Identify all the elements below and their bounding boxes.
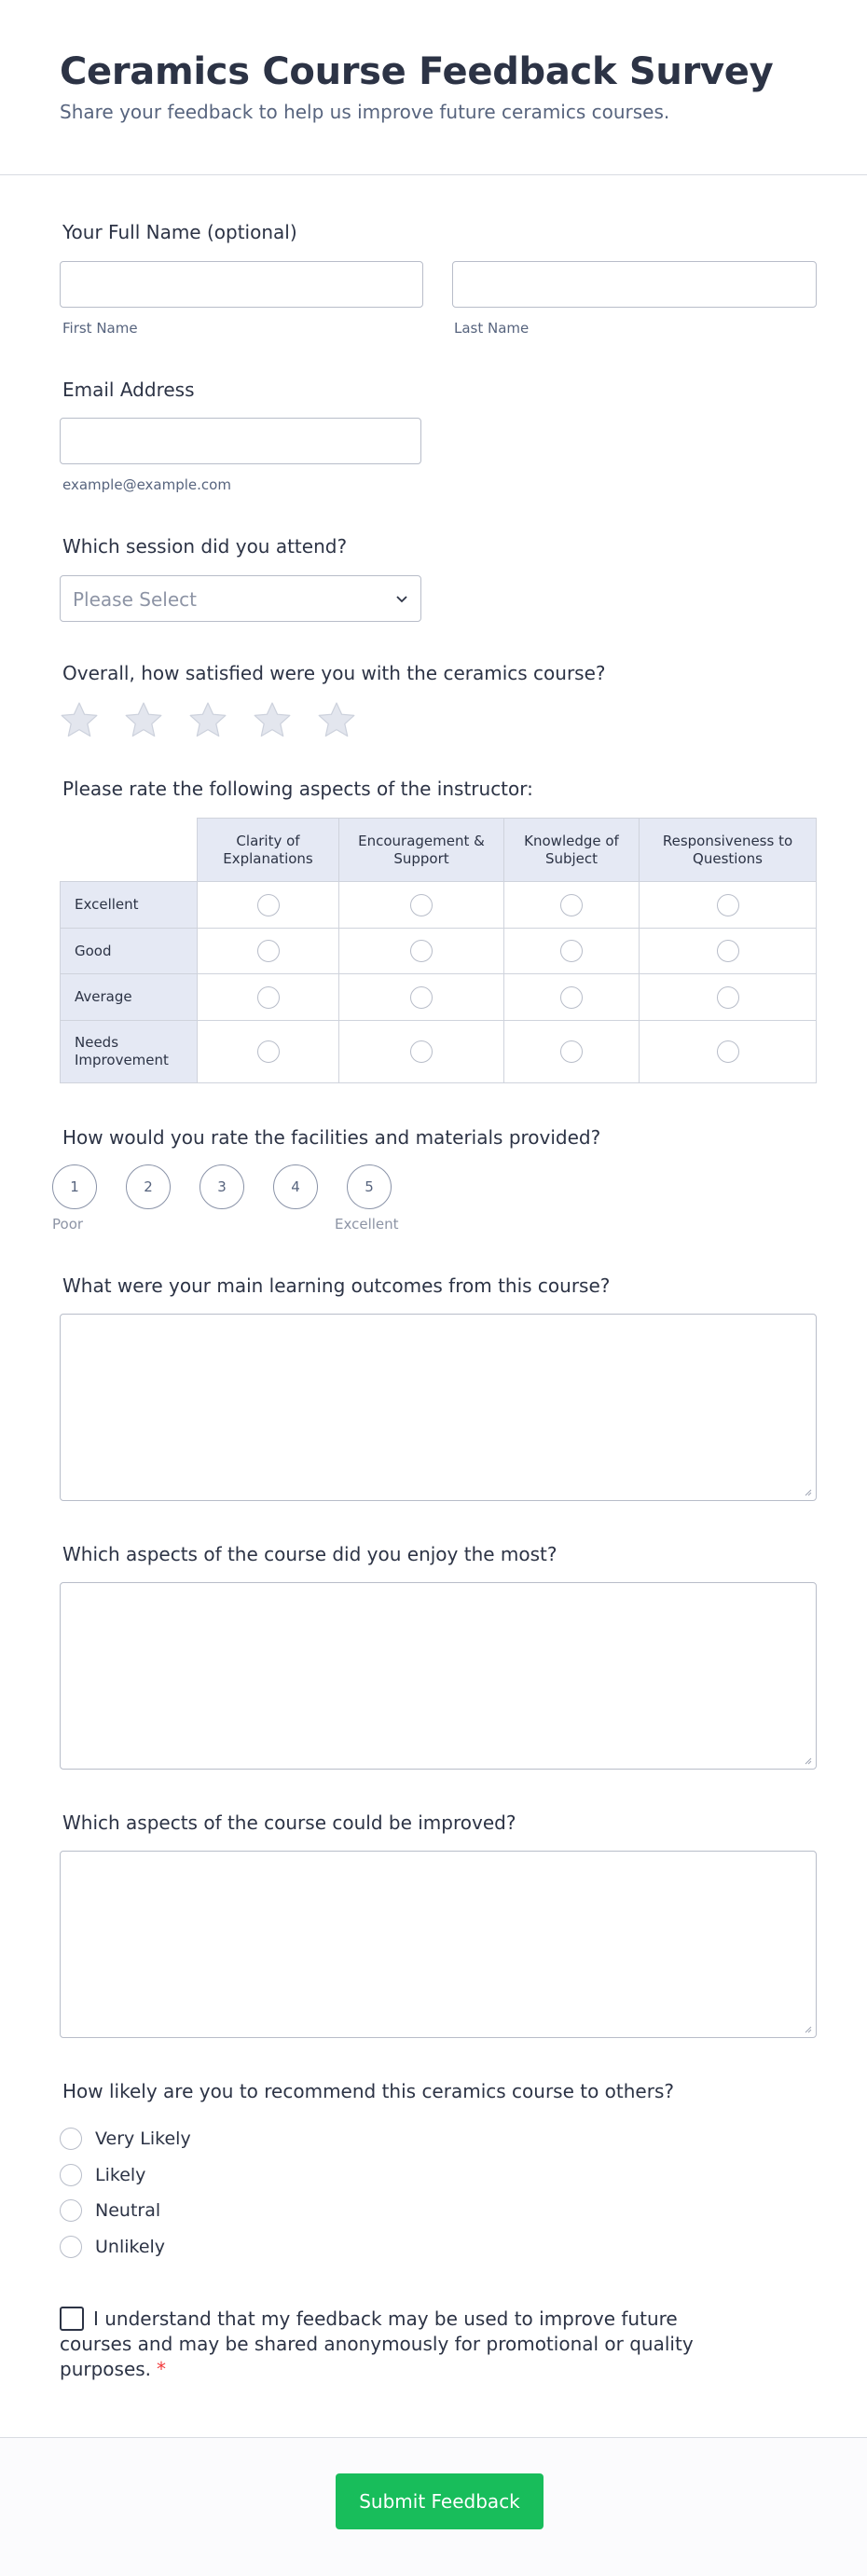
matrix-column-header: Responsiveness to Questions <box>640 819 817 882</box>
matrix-radio[interactable] <box>717 1040 739 1063</box>
outcomes-question-label: What were your main learning outcomes from this course? <box>62 1274 611 1297</box>
star-icon[interactable] <box>317 701 356 738</box>
name-question-label: Your Full Name (optional) <box>62 221 297 243</box>
radio-button[interactable] <box>60 2199 82 2222</box>
matrix-radio[interactable] <box>560 940 583 962</box>
enjoyed-textarea[interactable] <box>60 1582 817 1770</box>
consent-text: I understand that my feedback may be used to improve future courses and may be shared anonymously for promotional or quality purposes. <box>60 2307 694 2380</box>
radio-button[interactable] <box>60 2128 82 2150</box>
email-sublabel: example@example.com <box>62 476 231 493</box>
instructor-question-label: Please rate the following aspects of the instructor: <box>62 778 533 800</box>
page-title: Ceramics Course Feedback Survey <box>60 50 774 93</box>
matrix-radio[interactable] <box>410 986 433 1009</box>
scale-option-2[interactable]: 2 <box>126 1164 171 1209</box>
first-name-input[interactable] <box>60 261 423 308</box>
star-rating <box>60 701 381 738</box>
recommend-option[interactable] <box>60 2157 191 2193</box>
last-name-input[interactable] <box>452 261 817 308</box>
last-name-sublabel: Last Name <box>454 320 530 337</box>
scale-option-1[interactable]: 1 <box>52 1164 97 1209</box>
facilities-scale <box>52 1164 420 1209</box>
resize-grip-icon[interactable] <box>803 2024 812 2033</box>
session-question-label: Which session did you attend? <box>62 535 348 558</box>
outcomes-textarea[interactable] <box>60 1314 817 1501</box>
scale-option-5[interactable]: 5 <box>347 1164 392 1209</box>
enjoyed-question-label: Which aspects of the course did you enjoy the most? <box>62 1543 557 1565</box>
improve-textarea[interactable] <box>60 1851 817 2038</box>
submit-button[interactable]: Submit Feedback <box>336 2473 544 2529</box>
matrix-row-header: Average <box>61 974 198 1021</box>
matrix-radio[interactable] <box>257 986 280 1009</box>
session-dropdown-placeholder: Please Select <box>73 588 197 611</box>
matrix-row-header: Excellent <box>61 882 198 929</box>
star-icon[interactable] <box>253 701 292 738</box>
matrix-corner <box>61 819 198 882</box>
improve-question-label: Which aspects of the course could be improved? <box>62 1811 516 1834</box>
consent-field <box>60 2307 731 2382</box>
matrix-radio[interactable] <box>717 940 739 962</box>
email-input[interactable] <box>60 418 421 464</box>
recommend-option[interactable] <box>60 2229 191 2265</box>
resize-grip-icon[interactable] <box>803 1756 812 1765</box>
star-icon[interactable] <box>188 701 227 738</box>
matrix-column-header: Knowledge of Subject <box>504 819 640 882</box>
email-question-label: Email Address <box>62 379 195 401</box>
matrix-radio[interactable] <box>410 1040 433 1063</box>
recommend-option[interactable] <box>60 2193 191 2228</box>
chevron-down-icon <box>394 591 409 606</box>
matrix-row-header: Needs Improvement <box>61 1021 198 1083</box>
session-dropdown[interactable] <box>60 575 421 622</box>
scale-option-3[interactable]: 3 <box>200 1164 244 1209</box>
recommend-option[interactable] <box>60 2121 191 2156</box>
radio-label: Very Likely <box>95 2128 191 2149</box>
facilities-question-label: How would you rate the facilities and materials provided? <box>62 1126 601 1149</box>
radio-button[interactable] <box>60 2236 82 2258</box>
matrix-radio[interactable] <box>717 894 739 916</box>
recommend-options <box>60 2121 191 2265</box>
required-asterisk: * <box>157 2358 167 2380</box>
instructor-rating-matrix <box>60 818 817 1083</box>
form-header <box>0 0 867 175</box>
matrix-radio[interactable] <box>717 986 739 1009</box>
consent-checkbox[interactable] <box>60 2307 84 2331</box>
scale-high-label: Excellent <box>335 1216 399 1233</box>
first-name-sublabel: First Name <box>62 320 138 337</box>
matrix-column-header: Clarity of Explanations <box>198 819 339 882</box>
satisfaction-question-label: Overall, how satisfied were you with the ceramics course? <box>62 662 606 684</box>
page-subtitle: Share your feedback to help us improve future ceramics courses. <box>60 101 670 123</box>
radio-label: Likely <box>95 2164 146 2185</box>
radio-button[interactable] <box>60 2164 82 2186</box>
star-icon[interactable] <box>124 701 163 738</box>
matrix-radio[interactable] <box>560 1040 583 1063</box>
matrix-column-header: Encouragement & Support <box>339 819 504 882</box>
scale-low-label: Poor <box>52 1216 84 1233</box>
matrix-radio[interactable] <box>257 1040 280 1063</box>
recommend-question-label: How likely are you to recommend this ceramics course to others? <box>62 2080 674 2102</box>
radio-label: Neutral <box>95 2200 161 2222</box>
matrix-radio[interactable] <box>560 894 583 916</box>
matrix-radio[interactable] <box>257 940 280 962</box>
scale-option-4[interactable]: 4 <box>273 1164 318 1209</box>
radio-label: Unlikely <box>95 2236 166 2257</box>
resize-grip-icon[interactable] <box>803 1487 812 1496</box>
matrix-radio[interactable] <box>410 894 433 916</box>
matrix-radio[interactable] <box>410 940 433 962</box>
matrix-radio[interactable] <box>560 986 583 1009</box>
star-icon[interactable] <box>60 701 99 738</box>
matrix-row-header: Good <box>61 929 198 974</box>
matrix-radio[interactable] <box>257 894 280 916</box>
